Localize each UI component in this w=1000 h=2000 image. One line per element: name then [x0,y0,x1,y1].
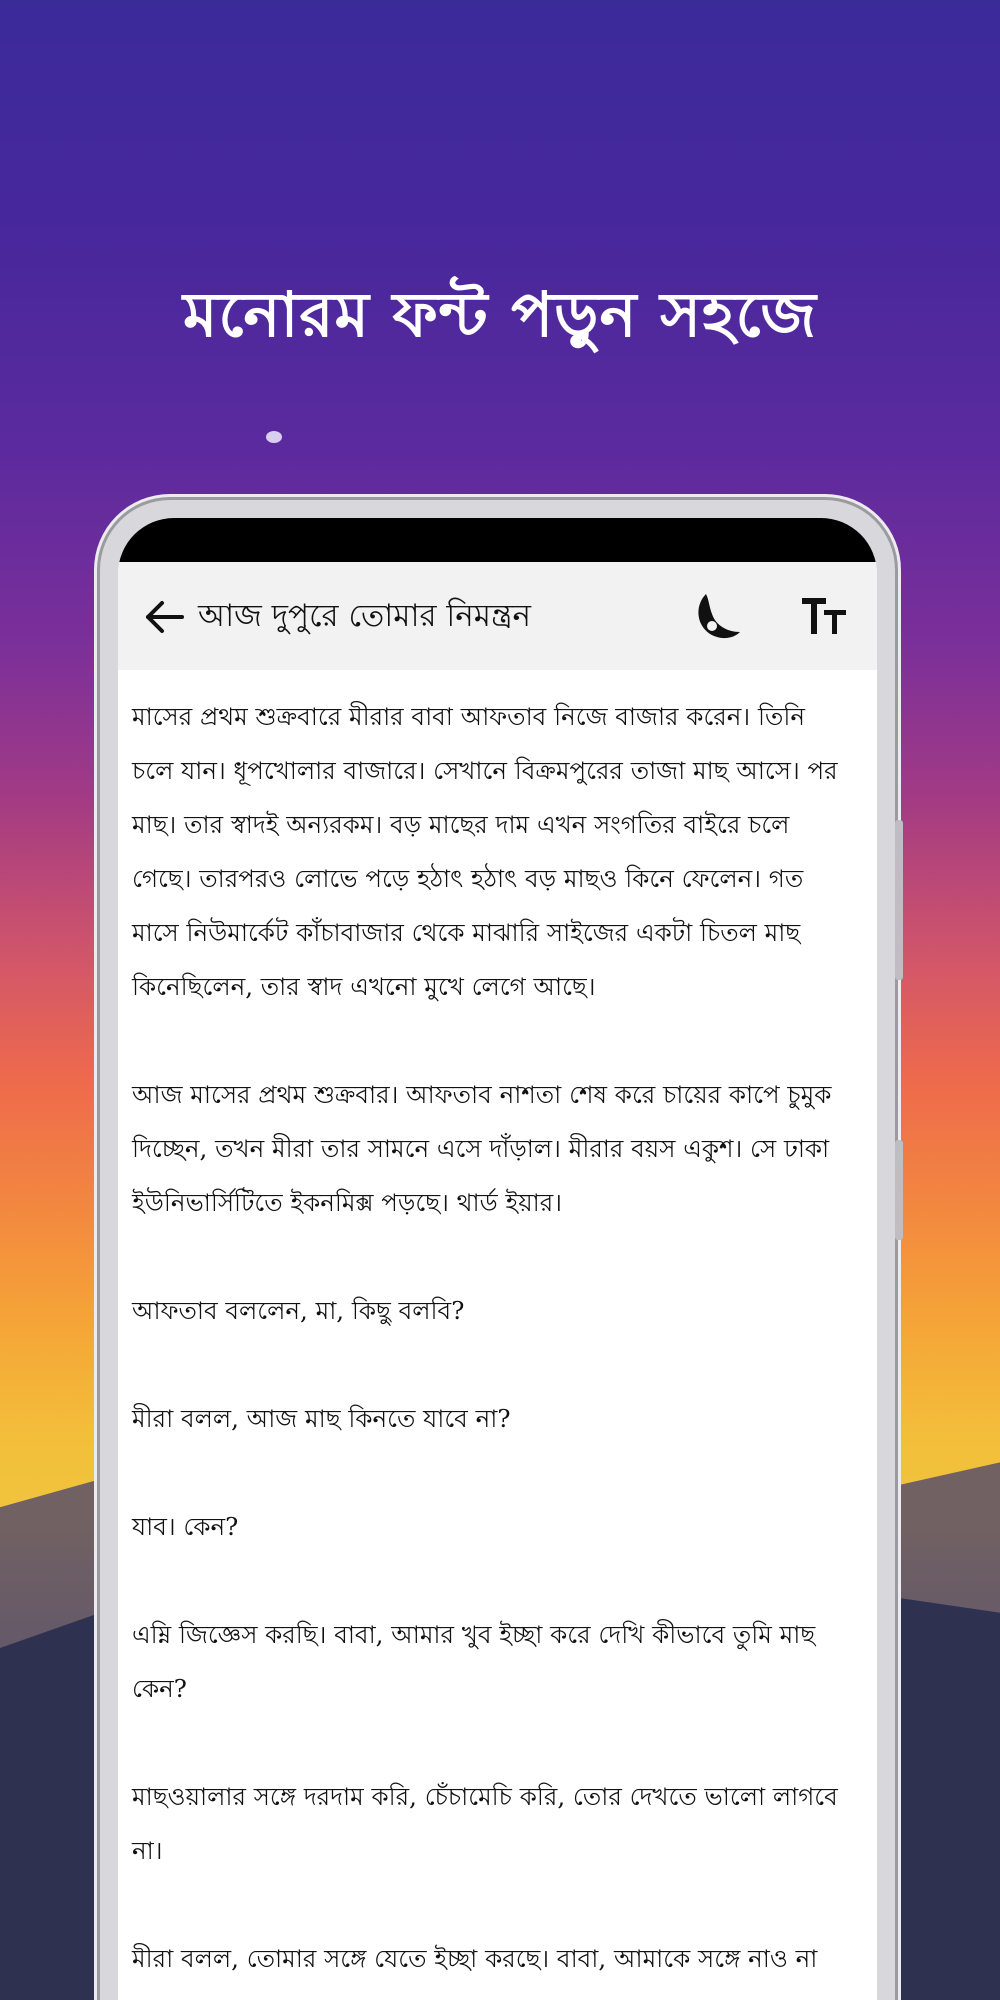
font-size-button[interactable] [800,594,848,638]
back-button[interactable] [140,592,190,642]
chapter-title: আজ দুপুরে তোমার নিমন্ত্রন [198,598,531,634]
reader-toolbar [118,562,877,670]
paragraph: আফতাব বললেন, মা, কিছু বলবি? [132,1296,465,1325]
promo-headline: মনোরম ফন্ট পড়ুন সহজে [183,278,817,351]
arrow-left-icon [140,592,190,642]
night-mode-button[interactable] [688,588,744,644]
paragraph: মীরা বলল, তোমার সঙ্গে যেতে ইচ্ছা করছে। বাবা, আমাকে সঙ্গে নাও না [132,1944,818,1973]
paragraph: আজ মাসের প্রথম শুক্রবার। আফতাব নাশতা শেষ করে চায়ের কাপে চুমুক দিচ্ছেন, তখন মীরা তার সামনে এসে দাঁড়াল। মীরার বয়স একুশ। সে ঢাকা ইউনিভার্সিটিতে ইকনমিক্স পড়ছে। থার্ড ইয়ার। [132,1080,832,1217]
phone-side-button [895,820,903,980]
moon-icon [688,588,744,644]
moon-icon-decor [266,431,282,443]
paragraph: মীরা বলল, আজ মাছ কিনতে যাবে না? [132,1404,511,1433]
text-size-icon [800,594,848,638]
paragraph: যাব। কেন? [132,1512,239,1541]
paragraph: মাসের প্রথম শুক্রবারে মীরার বাবা আফতাব নিজে বাজার করেন। তিনি চলে যান। ধূপখোলার বাজারে। সেখানে বিক্রমপুরের তাজা মাছ আসে। পর মাছ। তার স্বাদই অন্যরকম। বড় মাছের দাম এখন সংগতির বাইরে চলে গেছে। তারপরও লোভে পড়ে হঠাৎ হঠাৎ বড় মাছও কিনে ফেলেন। গত মাসে নিউমার্কেট কাঁচাবাজার থেকে মাঝারি সাইজের একটা চিতল মাছ কিনেছিলেন, তার স্বাদ এখনো মুখে লেগে আছে। [132,702,838,1001]
phone-frame [100,500,895,2000]
reader-content [132,690,862,1986]
paragraph: মাছওয়ালার সঙ্গে দরদাম করি, চেঁচামেচি করি, তোর দেখতে ভালো লাগবে না। [132,1782,838,1865]
paragraph: এম্নি জিজ্ঞেস করছি। বাবা, আমার খুব ইচ্ছা করে দেখি কীভাবে তুমি মাছ কেন? [132,1620,816,1703]
phone-screen [118,518,877,2000]
status-bar [118,518,877,562]
phone-side-button [895,1140,903,1240]
